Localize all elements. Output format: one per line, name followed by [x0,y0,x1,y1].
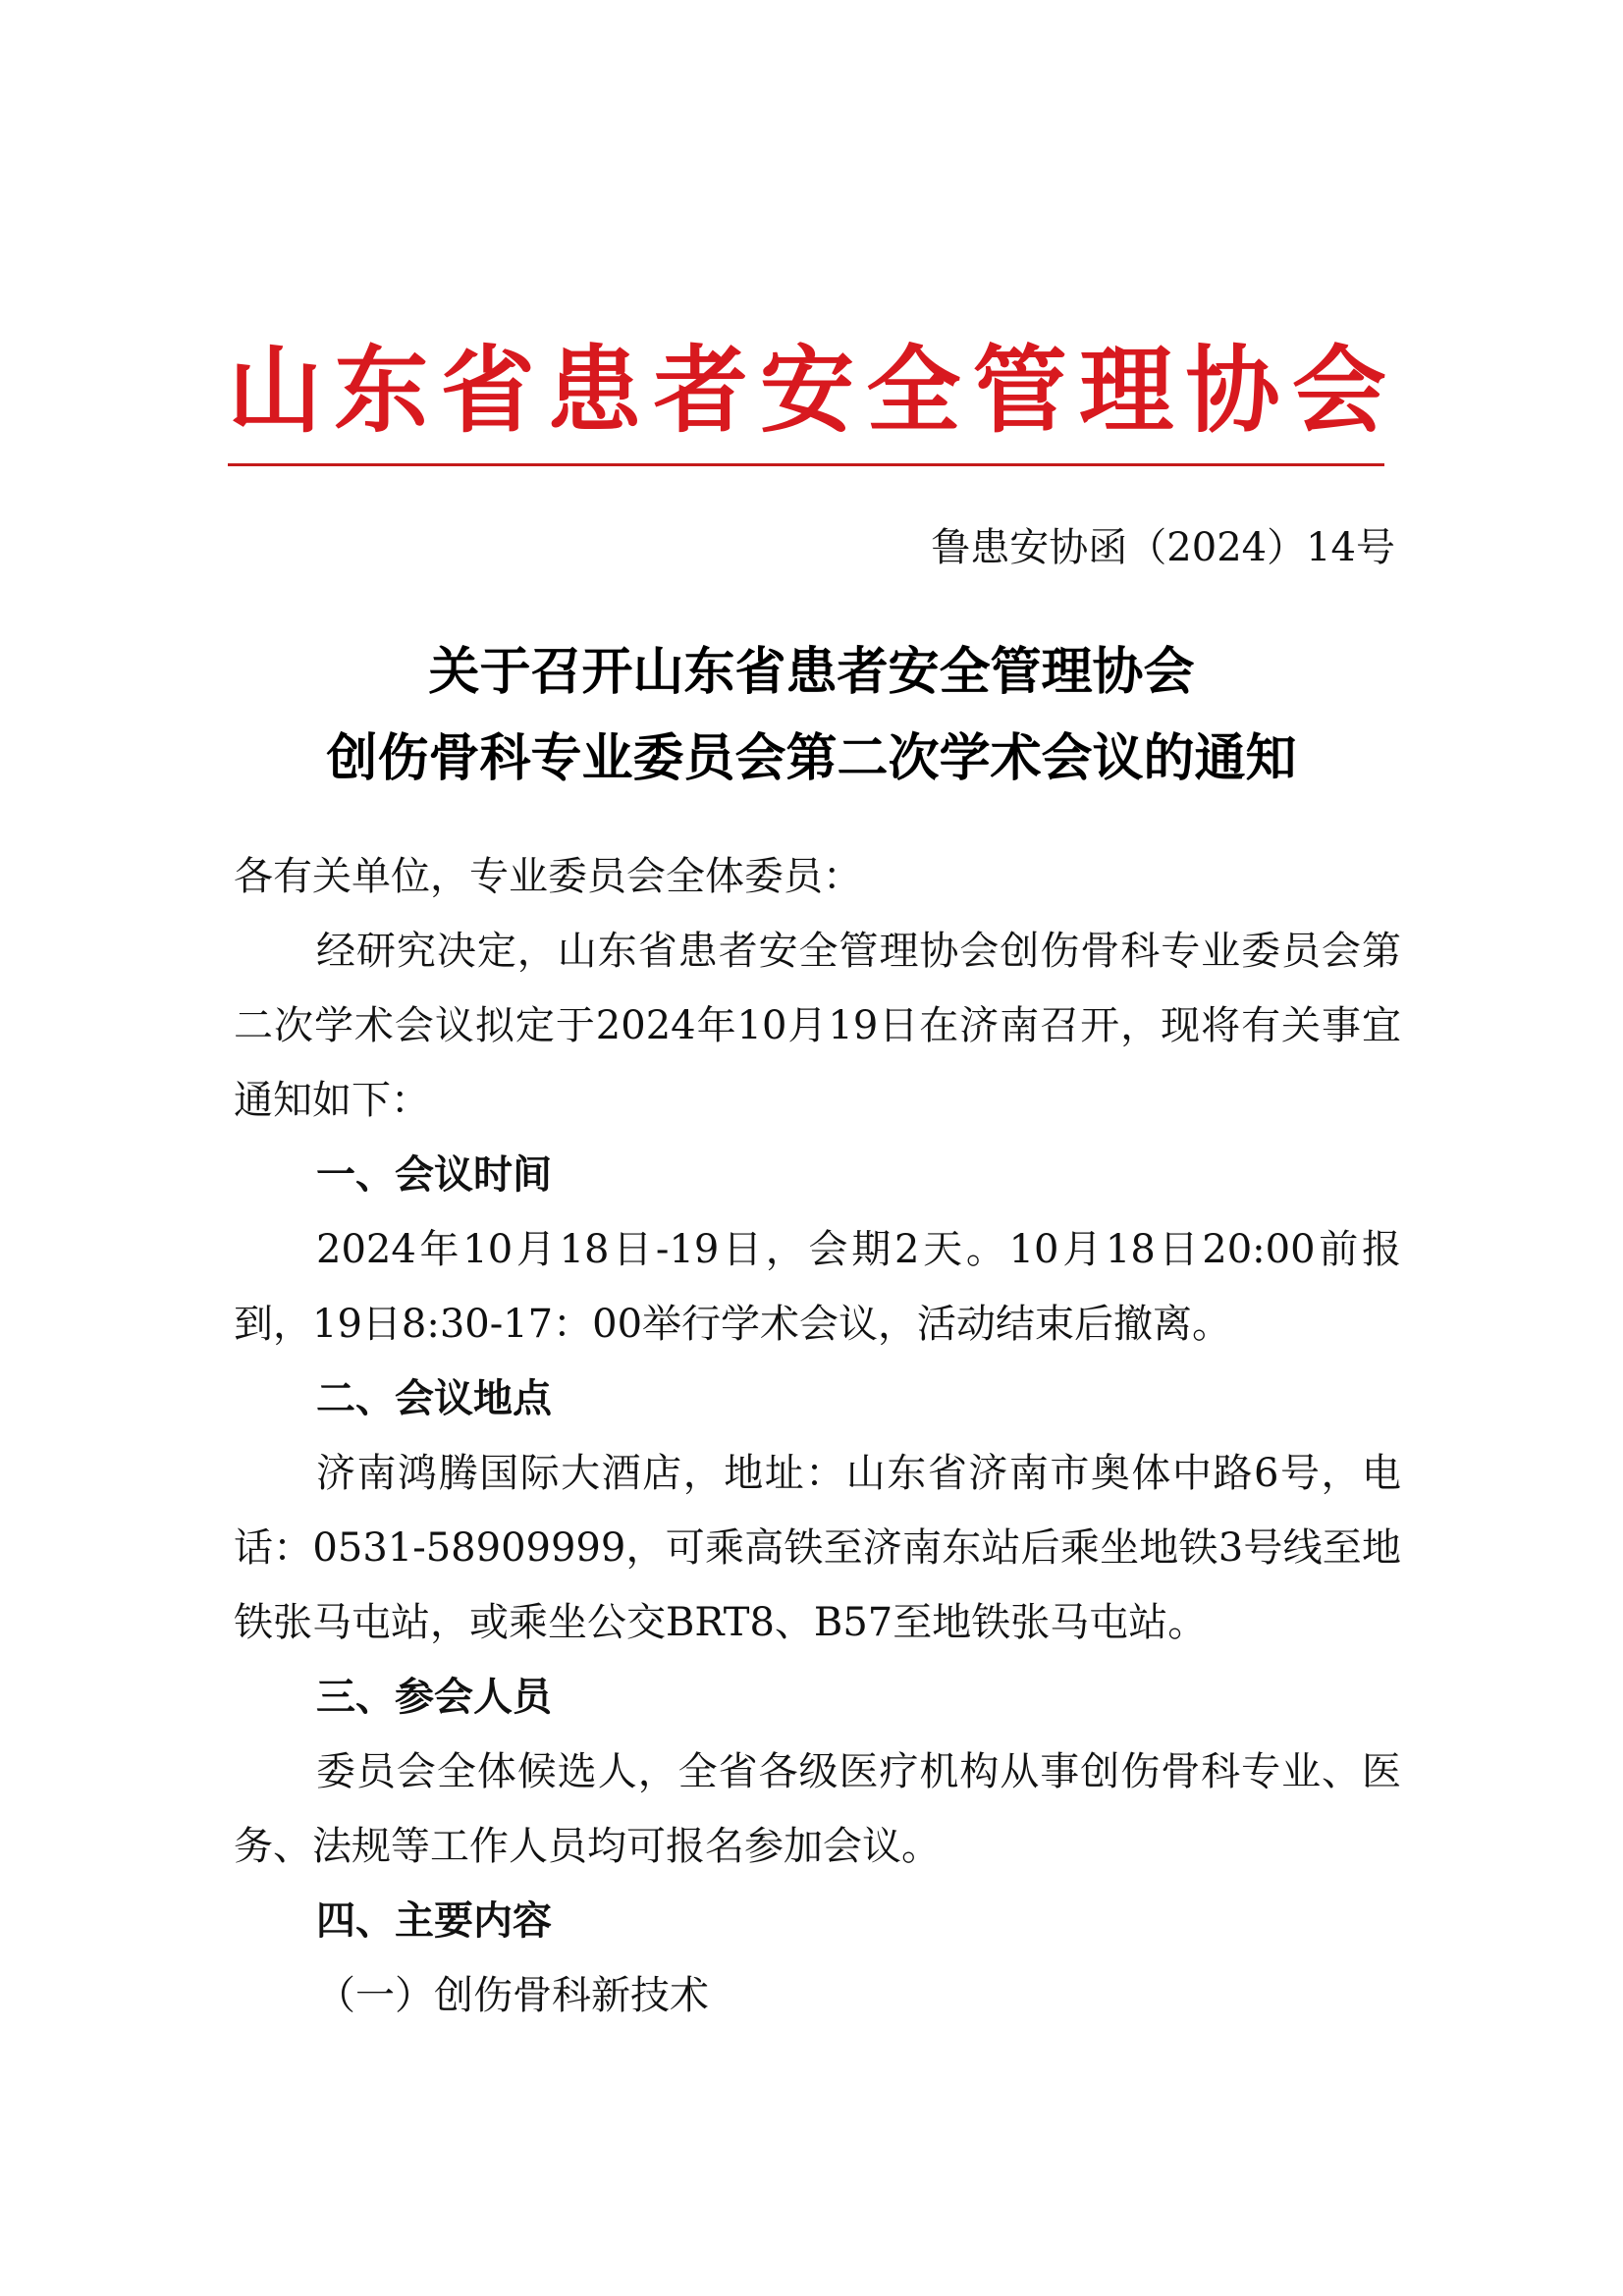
letterhead-char: 理 [1079,335,1174,446]
salutation: 各有关单位，专业委员会全体委员： [234,854,862,899]
letterhead [228,334,1386,447]
letterhead-char: 会 [1291,335,1386,446]
section-paragraph-location: 济南鸿腾国际大酒店，地址：山东省济南市奥体中路6号，电话：0531-58909999，可乘高铁至济南东站后乘坐地铁3号线至地铁张马屯站，或乘坐公交BRT8、B57至地铁张马屯站。 [234,1451,1401,1645]
document-body [234,839,1401,2033]
section-heading-attendees: 三、参会人员 [316,1674,552,1720]
letterhead-char: 东 [334,335,429,446]
intro-paragraph: 经研究决定，山东省患者安全管理协会创伤骨科专业委员会第二次学术会议拟定于2024年10月19日在济南召开，现将有关事宜通知如下： [234,929,1401,1123]
letterhead-char: 安 [759,335,854,446]
section-heading-time: 一、会议时间 [316,1151,552,1198]
document-title-line-1: 关于召开山东省患者安全管理协会 [428,643,1195,702]
section-heading-location: 二、会议地点 [316,1375,552,1421]
letterhead-char: 山 [228,335,322,446]
letterhead-divider [228,463,1384,466]
subsection-item: （一）创伤骨科新技术 [316,1973,709,2018]
document-number: 鲁患安协函（2024）14号 [931,525,1395,570]
letterhead-char: 者 [653,335,748,446]
letterhead-char: 患 [547,335,642,446]
letterhead-char: 全 [866,335,961,446]
section-paragraph-attendees: 委员会全体候选人，全省各级医疗机构从事创伤骨科专业、医务、法规等工作人员均可报名参加会议。 [234,1749,1401,1869]
section-heading-content: 四、主要内容 [316,1897,552,1944]
letterhead-char: 省 [440,335,535,446]
section-paragraph-time: 2024年10月18日-19日，会期2天。10月18日20:00前报到，19日8:30-17：00举行学术会议，活动结束后撤离。 [234,1227,1401,1347]
document-title-line-2: 创伤骨科专业委员会第二次学术会议的通知 [326,729,1297,788]
letterhead-char: 协 [1185,335,1280,446]
letterhead-char: 管 [972,335,1067,446]
